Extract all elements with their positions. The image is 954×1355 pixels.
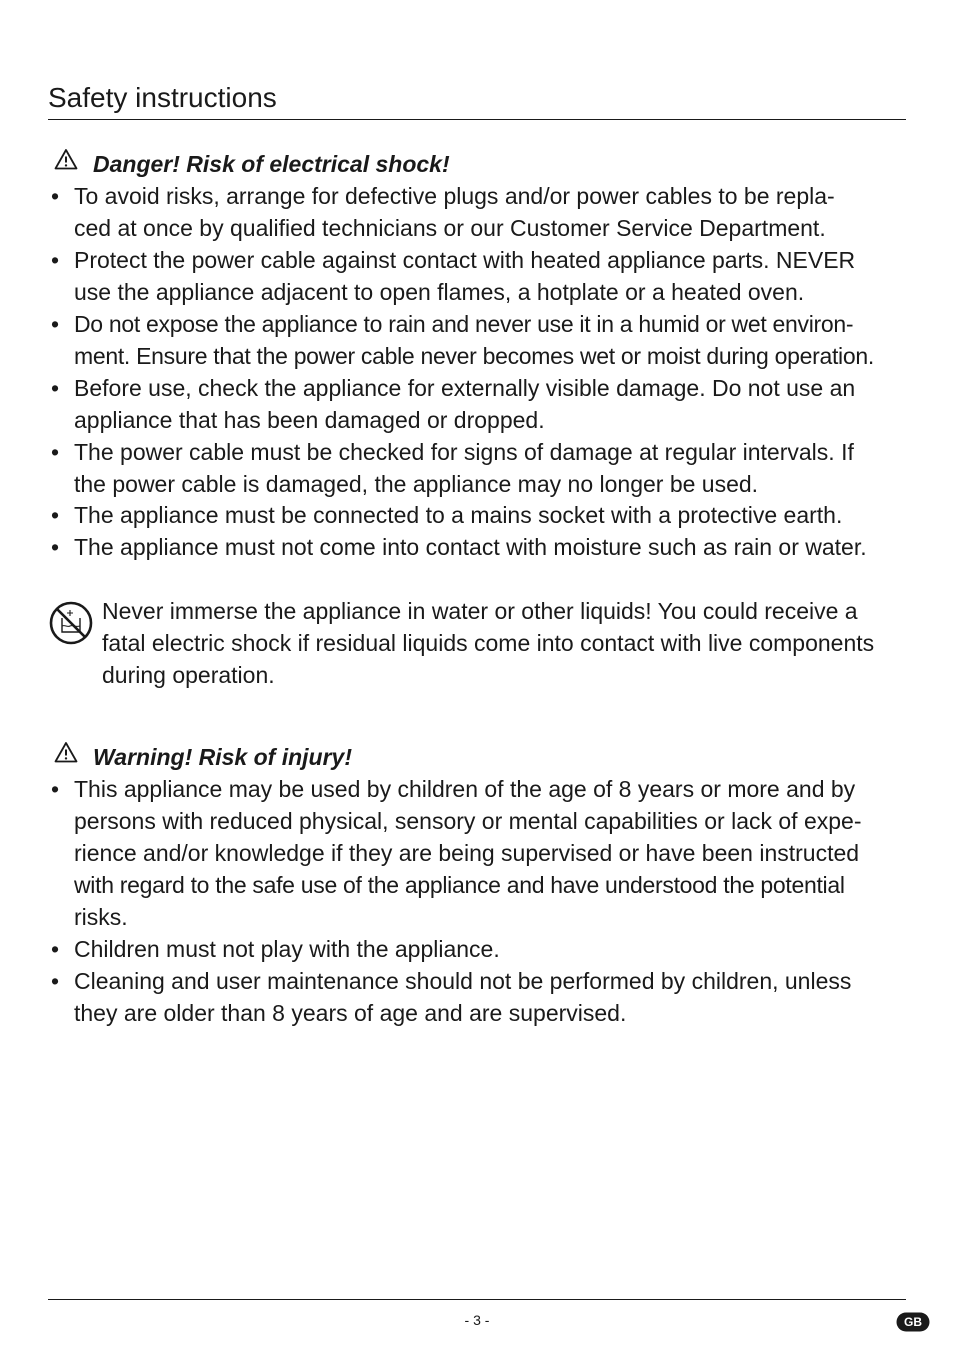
- list-item: The appliance must be connected to a mains socket with a protective earth.: [74, 502, 843, 528]
- bullet-dot: •: [51, 968, 60, 994]
- list-item: Cleaning and user maintenance should not be performed by children, unless: [74, 968, 852, 994]
- list-item: persons with reduced physical, sensory or mental capabilities or lack of expe-: [74, 808, 862, 834]
- list-item: Before use, check the appliance for externally visible damage. Do not use an: [74, 375, 856, 401]
- list-item: they are older than 8 years of age and are supervised.: [74, 1000, 627, 1026]
- bullet-dot: •: [51, 776, 60, 802]
- list-item: Children must not play with the appliance.: [74, 936, 500, 962]
- bullet-dot: •: [51, 311, 60, 337]
- warning-triangle-icon: [54, 741, 78, 763]
- list-item: ced at once by qualified technicians or our Customer Service Department.: [74, 215, 826, 241]
- list-item: The power cable must be checked for signs of damage at regular intervals. If: [74, 439, 854, 465]
- footer-divider: [48, 1299, 906, 1300]
- list-item: appliance that has been damaged or dropped.: [74, 407, 545, 433]
- notice-line: Never immerse the appliance in water or other liquids! You could receive a: [102, 598, 858, 624]
- bullet-dot: •: [51, 936, 60, 962]
- list-item: Do not expose the appliance to rain and never use it in a humid or wet environ-: [74, 311, 854, 337]
- bullet-dot: •: [51, 375, 60, 401]
- list-item: use the appliance adjacent to open flames, a hotplate or a heated oven.: [74, 279, 805, 305]
- bullet-dot: •: [51, 183, 60, 209]
- bullet-dot: •: [51, 247, 60, 273]
- list-item: This appliance may be used by children of the age of 8 years or more and by: [74, 776, 856, 802]
- warning-heading: Warning! Risk of injury!: [93, 744, 352, 770]
- danger-heading: Danger! Risk of electrical shock!: [93, 151, 450, 177]
- list-item: Protect the power cable against contact with heated appliance parts. NEVER: [74, 247, 856, 273]
- language-badge: [896, 1312, 930, 1332]
- list-item: ment. Ensure that the power cable never becomes wet or moist during operation.: [74, 343, 874, 369]
- language-badge-label: GB: [904, 1315, 922, 1329]
- notice-line: during operation.: [102, 662, 275, 688]
- list-item: risks.: [74, 904, 128, 930]
- bullet-dot: •: [51, 534, 60, 560]
- list-item: with regard to the safe use of the appliance and have understood the potential: [74, 872, 845, 898]
- title-divider: [48, 119, 906, 120]
- list-item: the power cable is damaged, the appliance may no longer be used.: [74, 471, 759, 497]
- notice-line: fatal electric shock if residual liquids come into contact with live components: [102, 630, 875, 656]
- list-item: To avoid risks, arrange for defective plugs and/or power cables to be repla-: [74, 183, 835, 209]
- list-item: The appliance must not come into contact with moisture such as rain or water.: [74, 534, 867, 560]
- no-immersion-icon: [49, 601, 93, 645]
- list-item: rience and/or knowledge if they are being supervised or have been instructed: [74, 840, 860, 866]
- page-title: Safety instructions: [48, 82, 277, 113]
- bullet-dot: •: [51, 502, 60, 528]
- warning-triangle-icon: [54, 148, 78, 170]
- page-number: - 3 -: [464, 1312, 490, 1328]
- bullet-dot: •: [51, 439, 60, 465]
